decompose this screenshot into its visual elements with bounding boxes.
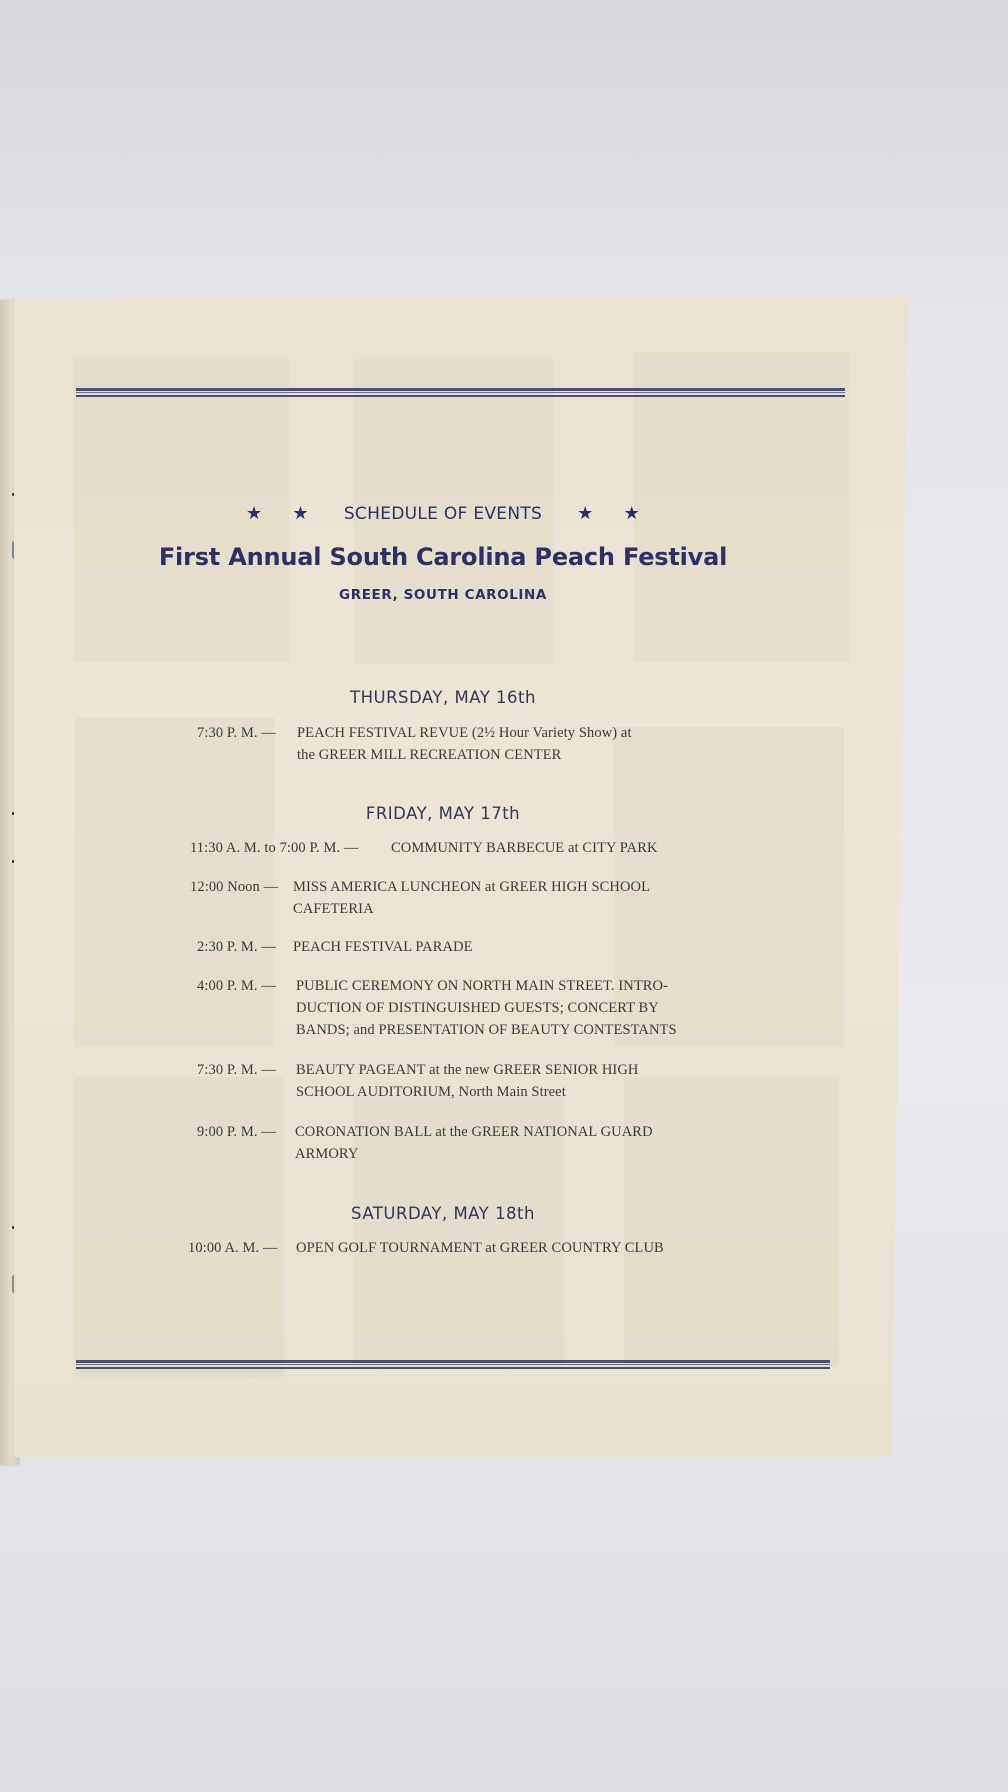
event-item (197, 975, 691, 1041)
event-time: 12:00 Noon — (190, 879, 279, 895)
event-item (197, 1121, 691, 1165)
event-time: 4:00 P. M. — (197, 978, 276, 994)
star-icon: ★ (292, 503, 309, 524)
event-item (197, 722, 689, 766)
event-time: 10:00 A. M. — (188, 1240, 278, 1256)
event-item (190, 876, 690, 920)
event-item (190, 837, 690, 859)
day-heading-saturday: SATURDAY, MAY 18th (351, 1204, 535, 1223)
event-description: PEACH FESTIVAL PARADE (293, 939, 473, 955)
event-time: 7:30 P. M. — (197, 1062, 276, 1078)
event-description: PUBLIC CEREMONY ON NORTH MAIN STREET. INTRO- DUCTION OF DISTINGUISHED GUESTS; CONCERT BY BANDS; and PRESENTATION OF BEAUTY CONTESTANTS (296, 978, 677, 1038)
top-double-rule (76, 388, 845, 397)
bottom-double-rule (76, 1360, 830, 1369)
event-item (197, 936, 690, 958)
day-heading-thursday: THURSDAY, MAY 16th (350, 688, 536, 707)
event-item (197, 1059, 691, 1103)
event-description: MISS AMERICA LUNCHEON at GREER HIGH SCHOOL CAFETERIA (293, 879, 651, 917)
schedule-header (0, 503, 886, 524)
event-item (188, 1237, 692, 1259)
festival-title: First Annual South Carolina Peach Festival (158, 543, 728, 571)
event-description: OPEN GOLF TOURNAMENT at GREER COUNTRY CLUB (296, 1240, 664, 1256)
event-description: PEACH FESTIVAL REVUE (2½ Hour Variety Show) at the GREER MILL RECREATION CENTER (297, 725, 632, 763)
star-icon: ★ (245, 503, 263, 524)
event-time: 2:30 P. M. — (197, 939, 276, 955)
event-time: 9:00 P. M. — (197, 1124, 276, 1140)
event-time: 11:30 A. M. to 7:00 P. M. — (190, 840, 359, 856)
event-time: 7:30 P. M. — (197, 725, 276, 741)
event-description: BEAUTY PAGEANT at the new GREER SENIOR HIGH SCHOOL AUDITORIUM, North Main Street (296, 1062, 639, 1100)
festival-location: GREER, SOUTH CAROLINA (339, 587, 547, 603)
star-icon: ★ (623, 503, 641, 524)
event-description: CORONATION BALL at the GREER NATIONAL GUARD ARMORY (295, 1124, 653, 1162)
schedule-label: SCHEDULE OF EVENTS (343, 503, 543, 524)
star-icon: ★ (577, 503, 594, 524)
day-heading-friday: FRIDAY, MAY 17th (365, 804, 521, 823)
event-description: COMMUNITY BARBECUE at CITY PARK (391, 840, 658, 856)
